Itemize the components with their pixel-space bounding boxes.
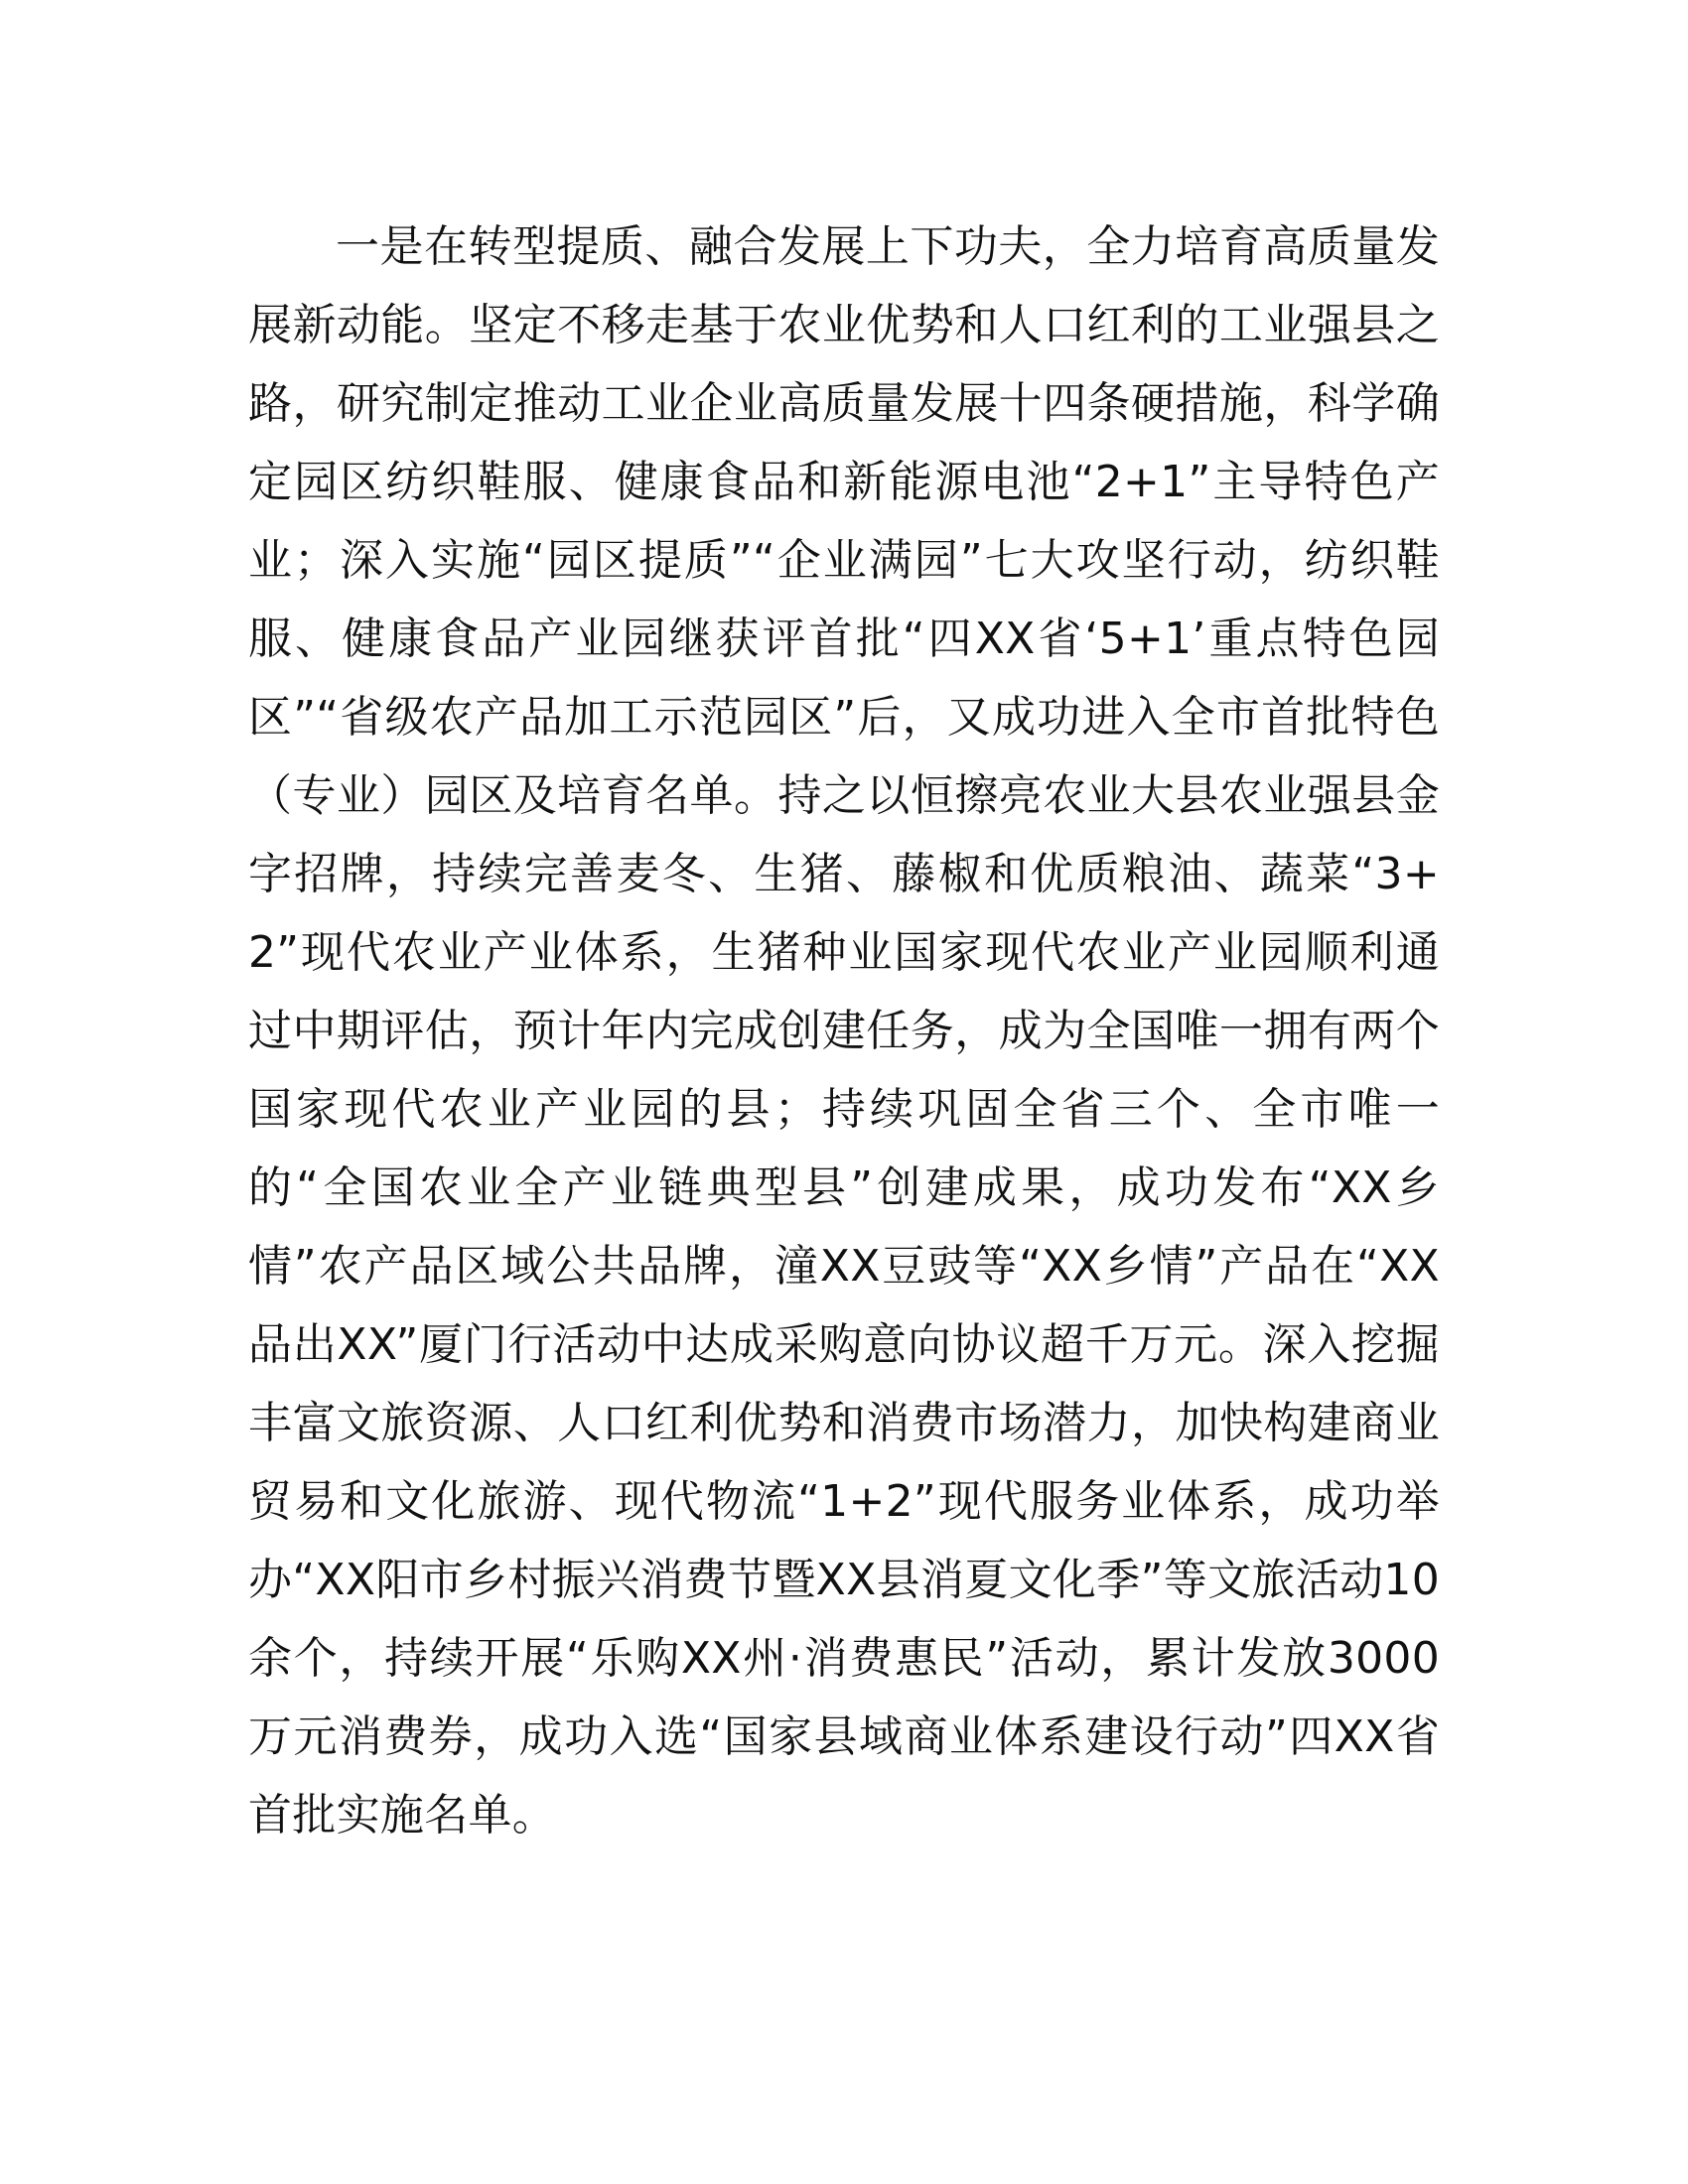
body-paragraph: 一是在转型提质、融合发展上下功夫，全力培育高质量发展新动能。坚定不移走基于农业优势和人口红利的工业强县之路，研究制定推动工业企业高质量发展十四条硬措施，科学确定园区纺织鞋服、健康食品和新能源电池“2+1”主导特色产业；深入实施“园区提质”“企业满园”七大攻坚行动，纺织鞋服、健康食品产业园继获评首批“四XX省‘5+1’重点特色园区”“省级农产品加工示范园区”后，又成功进入全市首批特色（专业）园区及培育名单。持之以恒擦亮农业大县农业强县金字招牌，持续完善麦冬、生猪、藤椒和优质粮油、蔬菜“3+2”现代农业产业体系，生猪种业国家现代农业产业园顺利通过中期评估，预计年内完成创建任务，成为全国唯一拥有两个国家现代农业产业园的县；持续巩固全省三个、全市唯一的“全国农业全产业链典型县”创建成果，成功发布“XX乡情”农产品区域公共品牌，潼XX豆豉等“XX乡情”产品在“XX品出XX”厦门行活动中达成采购意向协议超千万元。深入挖掘丰富文旅资源、人口红利优势和消费市场潜力，加快构建商业贸易和文化旅游、现代物流“1+2”现代服务业体系，成功举办“XX阳市乡村振兴消费节暨XX县消夏文化季”等文旅活动10余个，持续开展“乐购XX州·消费惠民”活动，累计发放3000万元消费券，成功入选“国家县域商业体系建设行动”四XX省首批实施名单。: [248, 221, 1440, 1841]
